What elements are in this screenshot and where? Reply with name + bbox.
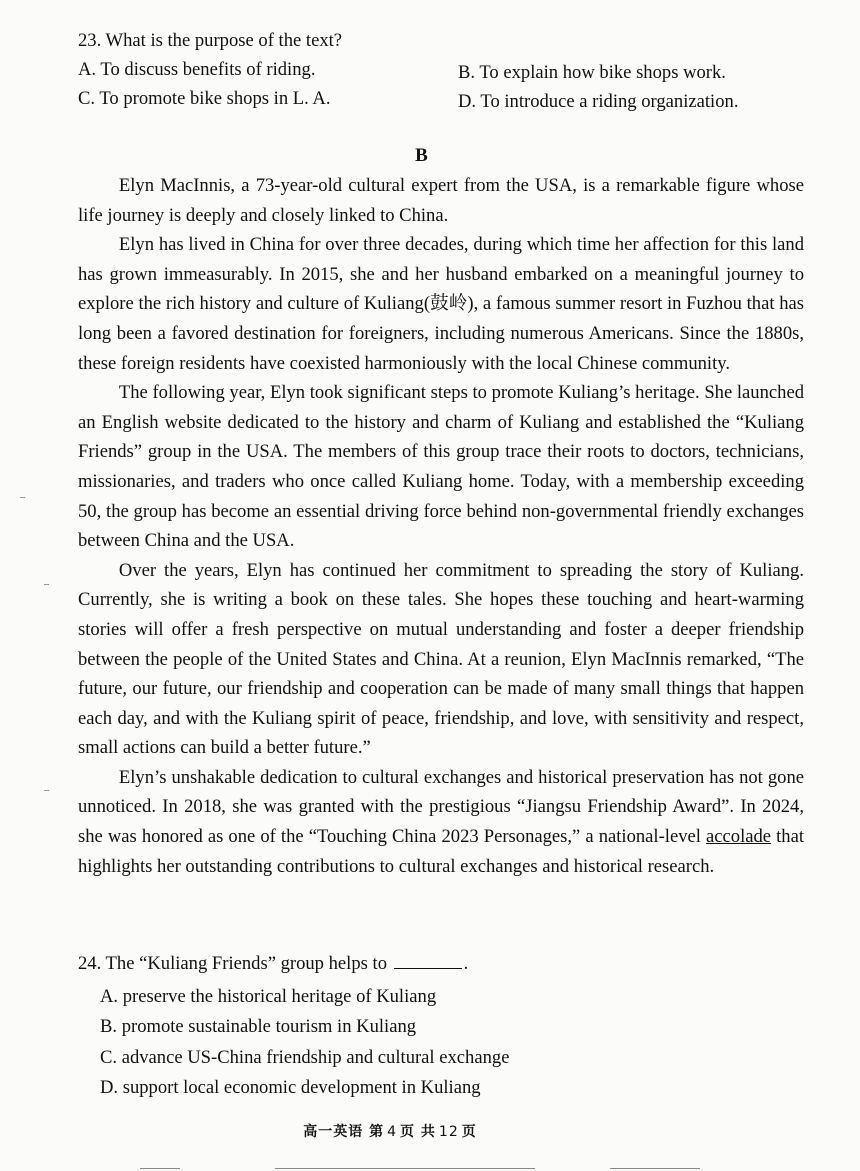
footer-subject: 高一英语 bbox=[303, 1124, 364, 1140]
question-24-options bbox=[100, 982, 509, 1103]
bottom-rule-segment bbox=[610, 1168, 700, 1169]
question-24-stem bbox=[78, 952, 468, 975]
footer-total-pages: 12 bbox=[438, 1124, 459, 1140]
margin-mark bbox=[44, 790, 49, 791]
question-24-option-a: A. preserve the historical heritage of Kuliang bbox=[100, 986, 437, 1007]
answer-blank bbox=[394, 952, 462, 969]
passage-paragraph-2: Elyn has lived in China for over three decades, during which time her affection for this land has grown immeasurably. In 2015, she and her husband embarked on a meaningful journey to explore the rich history and culture of Kuliang(鼓岭), a famous summer resort in Fuzhou that has long been a favored destination for foreigners, including numerous Americans. Since the 1880s, these foreign residents have coexisted harmoniously with the local Chinese community. bbox=[78, 234, 804, 374]
passage-paragraph-1: Elyn MacInnis, a 73-year-old cultural expert from the USA, is a remarkable figure whose life journey is deeply and closely linked to China. bbox=[78, 175, 804, 226]
passage-paragraph-4: Over the years, Elyn has continued her commitment to spreading the story of Kuliang. Currently, she is writing a book on these tales. She hopes these touching and heart-warming stories will offer a fresh perspective on mutual understanding and foster a deeper friendship between the people of the United States and China. At a reunion, Elyn MacInnis remarked, “The future, our future, our friendship and cooperation can be made of many small things that happen each day, and with the Kuliang spirit of peace, friendship, and love, with sensitivity and respect, small actions can build a better future.” bbox=[78, 559, 804, 759]
margin-mark bbox=[20, 497, 25, 498]
page-footer bbox=[0, 1121, 780, 1141]
footer-page-prefix: 第 bbox=[369, 1124, 385, 1140]
question-23-option-b: B. To explain how bike shops work. bbox=[458, 62, 726, 83]
section-heading: B bbox=[415, 145, 428, 166]
question-24-option-b: B. promote sustainable tourism in Kuliang bbox=[100, 1016, 417, 1038]
question-24-stem-end: . bbox=[463, 953, 469, 974]
footer-page-suffix: 页 bbox=[461, 1124, 477, 1140]
question-24-stem-text: 24. The “Kuliang Friends” group helps to bbox=[78, 953, 387, 974]
question-23-option-d: D. To introduce a riding organization. bbox=[458, 91, 739, 112]
margin-mark bbox=[44, 584, 49, 585]
footer-page-number: 4 bbox=[387, 1124, 398, 1140]
paragraph-5-text-start: Elyn’s unshakable dedication to cultural exchanges and historical preservation has not gone unnoticed. In 2018, she was granted with the prestigious “Jiangsu Friendship Award”. In 2024, she was honored as one of the “Touching China 2023 Personages,” a national-level bbox=[78, 766, 804, 848]
question-23-option-a: A. To discuss benefits of riding. bbox=[78, 59, 316, 80]
question-24-option-d: D. support local economic development in Kuliang bbox=[100, 1076, 481, 1098]
passage-paragraph-3: The following year, Elyn took significant steps to promote Kuliang’s heritage. She launched an English website dedicated to the history and charm of Kuliang and established the “Kuliang Friends” group in the USA. The members of this group trace their roots to doctors, technicians, missionaries, and traders who once called Kuliang home. Today, with a membership exceeding 50, the group has become an essential driving force behind non-governmental friendly exchanges between China and the USA. bbox=[78, 382, 804, 552]
reading-passage bbox=[78, 171, 804, 881]
passage-paragraph-5 bbox=[78, 763, 804, 881]
paragraph-5-text-end: that highlights her outstanding contributions to cultural exchanges and historical research. bbox=[78, 826, 805, 877]
footer-page-mid: 页 共 bbox=[400, 1124, 436, 1140]
bottom-rule-segment bbox=[140, 1168, 180, 1169]
question-24-option-c: C. advance US-China friendship and cultural exchange bbox=[100, 1046, 510, 1068]
underlined-word: accolade bbox=[706, 826, 772, 848]
question-23-stem: 23. What is the purpose of the text? bbox=[78, 30, 343, 51]
bottom-rule-segment bbox=[275, 1168, 535, 1169]
question-23-option-c: C. To promote bike shops in L. A. bbox=[78, 88, 331, 109]
